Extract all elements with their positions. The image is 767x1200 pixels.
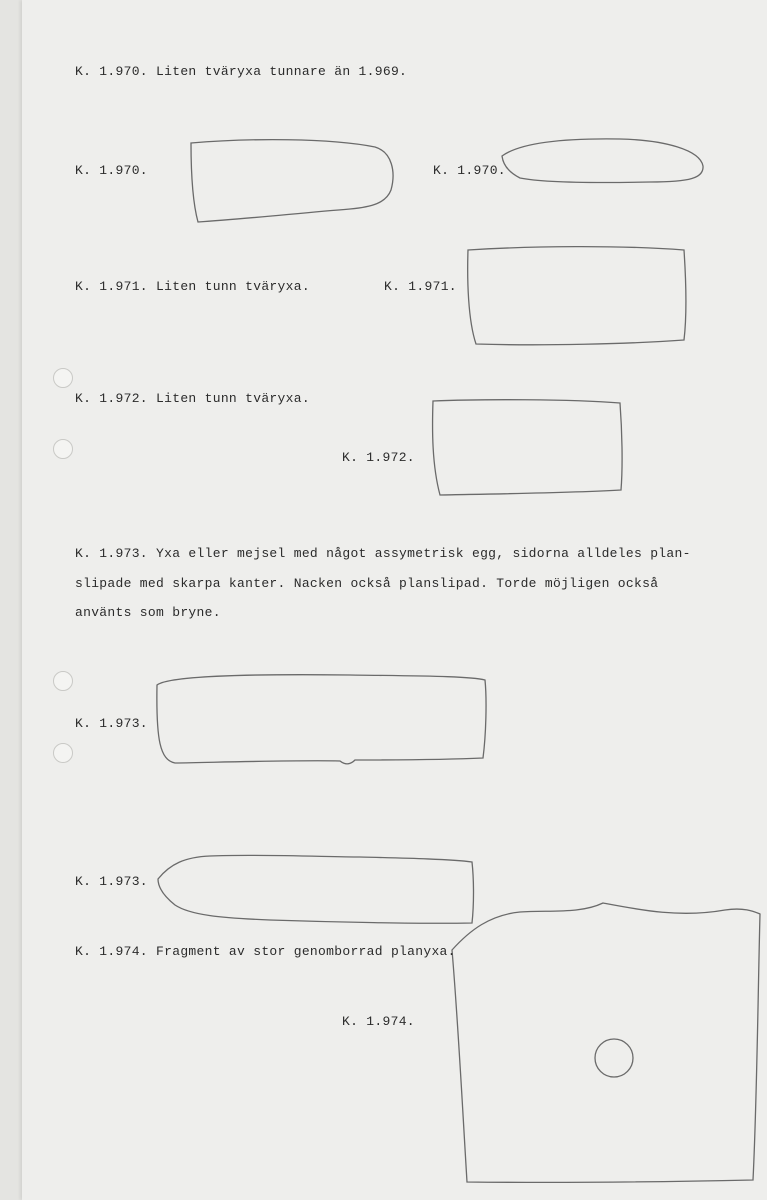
artifact-outline-k1970-front: [191, 140, 393, 222]
artifact-outline-k1970-side: [502, 139, 703, 183]
label-k1973-top: K. 1.973.: [75, 716, 148, 731]
label-k1973-side: K. 1.973.: [75, 874, 148, 889]
label-k1970-side: K. 1.970.: [433, 163, 506, 178]
entry-description-line: använts som bryne.: [75, 605, 221, 620]
entry-heading-k1971: K. 1.971. Liten tunn tväryxa.: [75, 279, 310, 294]
artifact-outline-k1973-side: [158, 855, 474, 923]
entry-description-line: slipade med skarpa kanter. Nacken också planslipad. Torde möjligen också: [75, 576, 659, 591]
perforation-hole: [595, 1039, 633, 1077]
label-k1972: K. 1.972.: [342, 450, 415, 465]
artifact-outline-k1971: [468, 247, 686, 345]
entry-heading-k1970: K. 1.970. Liten tväryxa tunnare än 1.969.: [75, 64, 408, 79]
entry-description-line: K. 1.973. Yxa eller mejsel med något assymetrisk egg, sidorna alldeles plan-: [75, 546, 691, 561]
label-k1971: K. 1.971.: [384, 279, 457, 294]
entry-heading-k1974: K. 1.974. Fragment av stor genomborrad planyxa.: [75, 944, 456, 959]
label-k1970-front: K. 1.970.: [75, 163, 148, 178]
label-k1974: K. 1.974.: [342, 1014, 415, 1029]
artifact-outline-k1973-top: [157, 675, 486, 764]
artifact-outline-k1974: [452, 903, 760, 1182]
artifact-outline-k1972: [433, 400, 623, 495]
entry-heading-k1972: K. 1.972. Liten tunn tväryxa.: [75, 391, 310, 406]
